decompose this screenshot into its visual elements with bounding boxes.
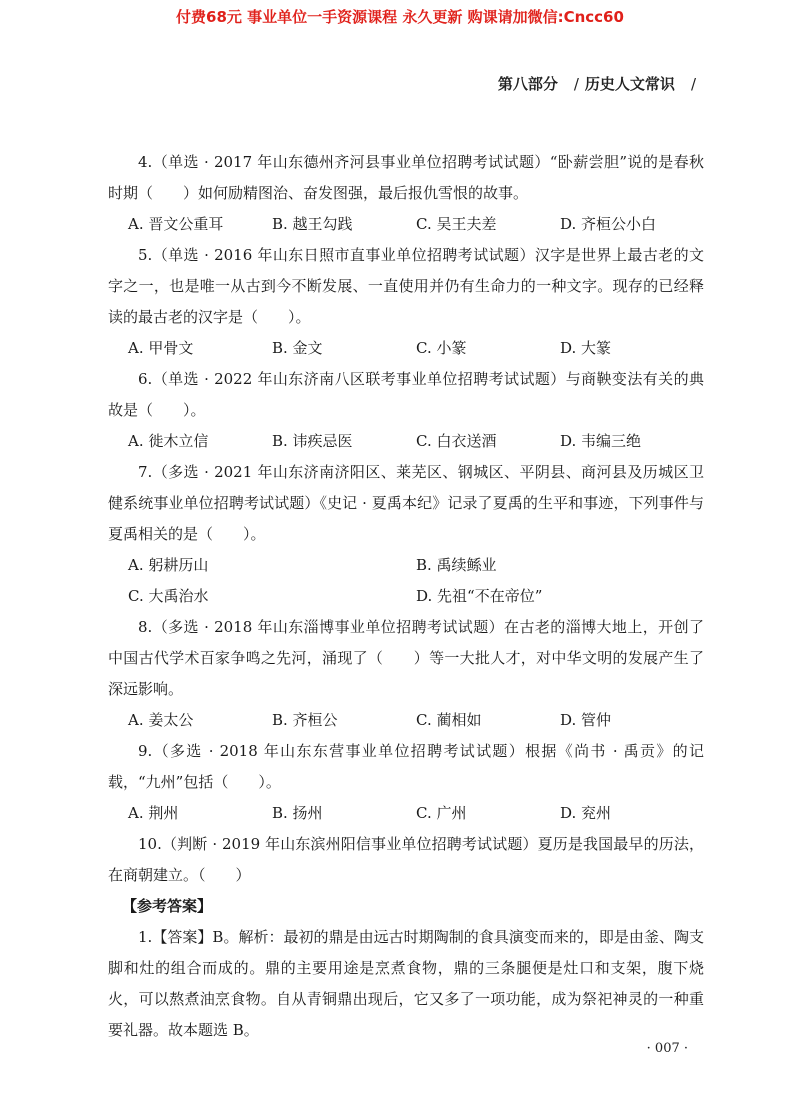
option-c: C. 广州 [416, 804, 467, 822]
question-8 [108, 612, 704, 736]
page-number: · 007 · [646, 1041, 688, 1056]
watermark-banner: 付费68元 事业单位一手资源课程 永久更新 购课请加微信:Cncc60 [176, 8, 624, 26]
options-row [108, 550, 704, 581]
option-b: B. 金文 [272, 339, 323, 357]
question-9 [108, 736, 704, 829]
option-b: B. 越王勾践 [272, 215, 353, 233]
question-7 [108, 457, 704, 612]
header-end-separator: / [690, 75, 696, 93]
options-row [108, 333, 704, 364]
running-header [498, 73, 702, 94]
header-separator: / [573, 75, 579, 93]
option-a: A. 徙木立信 [128, 432, 209, 450]
question-text: 8.（多选 · 2018 年山东淄博事业单位招聘考试试题）在古老的淄博大地上，开创了中国古代学术百家争鸣之先河，涌现了（ ）等一大批人才，对中华文明的发展产生了深远影响。 [108, 618, 704, 698]
answers-heading: 【参考答案】 [122, 897, 213, 915]
option-d: D. 齐桓公小白 [560, 215, 657, 233]
options-row [108, 705, 704, 736]
option-d: D. 兖州 [560, 804, 612, 822]
option-a: A. 荆州 [128, 804, 179, 822]
option-d: D. 大篆 [560, 339, 612, 357]
option-b: B. 扬州 [272, 804, 323, 822]
header-part: 第八部分 [497, 75, 558, 93]
option-a: A. 甲骨文 [128, 339, 194, 357]
options-row [108, 798, 704, 829]
option-c: C. 吴王夫差 [416, 215, 497, 233]
question-10 [108, 829, 704, 891]
options-row [108, 209, 704, 240]
option-d: D. 管仲 [560, 711, 612, 729]
question-text: 7.（多选 · 2021 年山东济南济阳区、莱芜区、钢城区、平阴县、商河县及历城区卫健系统事业单位招聘考试试题）《史记 · 夏禹本纪》记录了夏禹的生平和事迹，下列事件与夏禹相关的是（ ）。 [108, 463, 704, 543]
option-b: B. 齐桓公 [272, 711, 338, 729]
option-c: C. 白衣送酒 [416, 432, 497, 450]
page-content [108, 147, 704, 1046]
question-text: 6.（单选 · 2022 年山东济南八区联考事业单位招聘考试试题）与商鞅变法有关的典故是（ ）。 [108, 370, 704, 419]
option-c: C. 小篆 [416, 339, 467, 357]
question-text: 9.（多选 · 2018 年山东东营事业单位招聘考试试题）根据《尚书 · 禹贡》的记载，“九州”包括（ ）。 [108, 742, 704, 791]
option-a: A. 躬耕历山 [128, 556, 209, 574]
option-d: D. 先祖“不在帝位” [416, 587, 543, 605]
question-6 [108, 364, 704, 457]
question-text: 10.（判断 · 2019 年山东滨州阳信事业单位招聘考试试题）夏历是我国最早的历法，在商朝建立。（ ） [108, 835, 704, 884]
question-text: 4.（单选 · 2017 年山东德州齐河县事业单位招聘考试试题）“卧薪尝胆”说的是春秋时期（ ）如何励精图治、奋发图强，最后报仇雪恨的故事。 [108, 153, 704, 202]
option-a: A. 晋文公重耳 [128, 215, 224, 233]
option-b: B. 讳疾忌医 [272, 432, 353, 450]
answer-item: 1.【答案】B。解析：最初的鼎是由远古时期陶制的食具演变而来的，即是由釜、陶支脚和灶的组合而成的。鼎的主要用途是烹煮食物，鼎的三条腿便是灶口和支架，腹下烧火，可以熬煮油烹食物。自从青铜鼎出现后，它又多了一项功能，成为祭祀神灵的一种重要礼器。故本题选 B。 [108, 928, 704, 1039]
header-section: 历史人文常识 [584, 75, 675, 93]
option-c: C. 大禹治水 [128, 587, 209, 605]
question-text: 5.（单选 · 2016 年山东日照市直事业单位招聘考试试题）汉字是世界上最古老的文字之一，也是唯一从古到今不断发展、一直使用并仍有生命力的一种文字。现存的已经释读的最古老的汉字是（ ）。 [108, 246, 704, 326]
options-row [108, 426, 704, 457]
options-row [108, 581, 704, 612]
option-d: D. 韦编三绝 [560, 432, 642, 450]
option-b: B. 禹续鲧业 [416, 556, 497, 574]
question-5 [108, 240, 704, 364]
option-c: C. 蔺相如 [416, 711, 482, 729]
option-a: A. 姜太公 [128, 711, 194, 729]
question-4 [108, 147, 704, 240]
